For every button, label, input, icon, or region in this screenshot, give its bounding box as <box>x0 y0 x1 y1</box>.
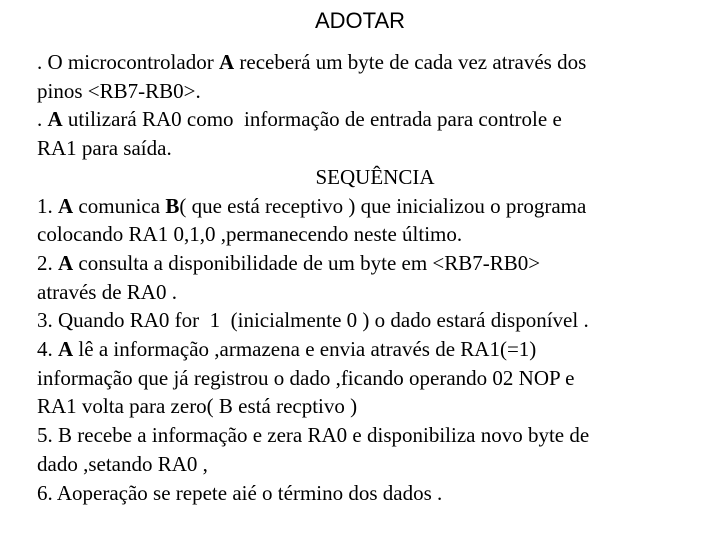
intro-line-3 <box>37 105 687 134</box>
intro-line-1 <box>37 48 687 77</box>
intro-text: . O microcontrolador <box>37 50 219 74</box>
step-number: 2. <box>37 250 58 275</box>
device-a-label: A <box>58 193 74 218</box>
intro-line-2: pinos <RB7-RB0>. <box>37 78 201 103</box>
page-title: ADOTAR <box>314 8 406 33</box>
step-text: lê a informação ,armazena e envia através de RA1(=1) <box>73 337 537 362</box>
intro-line-4: RA1 para saída. <box>37 136 172 161</box>
step-4-line-2: informação que já registrou o dado ,ficando operando 02 NOP e <box>37 365 575 390</box>
document-body <box>37 48 687 507</box>
intro-text: . <box>37 107 48 132</box>
step-6-line-1: 6. Aoperação se repete aié o término dos dados . <box>37 480 443 505</box>
device-a-label: A <box>58 337 74 362</box>
step-5-line-2: dado ,setando RA0 , <box>37 451 208 476</box>
step-3-line-1: 3. Quando RA0 for 1 (inicialmente 0 ) o dado estará disponível . <box>37 308 589 333</box>
intro-text: receberá um byte de cada vez através dos <box>234 50 587 74</box>
step-4-line-3: RA1 volta para zero( B está recptivo ) <box>37 394 358 419</box>
intro-text: utilizará RA0 como informação de entrada para controle e <box>62 107 562 132</box>
step-2-line-1 <box>37 249 687 278</box>
step-5-line-1: 5. B recebe a informação e zera RA0 e disponibiliza novo byte de <box>37 423 590 448</box>
device-a-label: A <box>218 50 235 74</box>
sequence-heading: SEQUÊNCIA <box>315 164 435 189</box>
step-1-line-1 <box>37 192 687 221</box>
step-4-line-1 <box>37 335 687 364</box>
device-a-label: A <box>58 250 74 275</box>
step-text: consulta a disponibilidade de um byte em <RB7-RB0> <box>73 250 541 275</box>
device-b-label: B <box>165 193 180 218</box>
step-2-line-2: através de RA0 . <box>37 279 177 304</box>
step-text: ( que está receptivo ) que inicializou o programa <box>179 193 587 218</box>
step-number: 1. <box>37 193 58 218</box>
step-text: comunica <box>73 193 166 218</box>
step-1-line-2: colocando RA1 0,1,0 ,permanecendo neste último. <box>37 222 463 247</box>
device-a-label: A <box>47 107 63 132</box>
step-number: 4. <box>37 337 58 362</box>
